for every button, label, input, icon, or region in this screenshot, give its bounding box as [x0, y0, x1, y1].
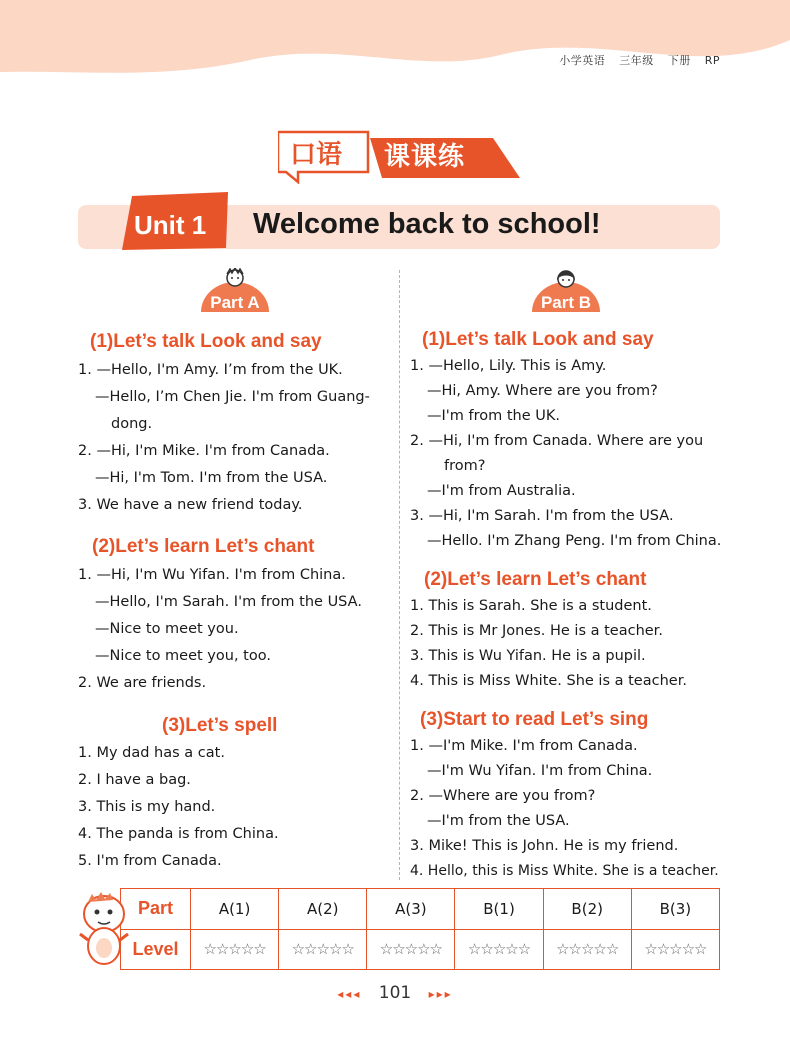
star-rating[interactable]: ☆☆☆☆☆ — [455, 929, 543, 970]
col-header: A(2) — [279, 889, 367, 930]
row-header-part: Part — [121, 889, 191, 930]
meta-grade: 三年级 — [619, 54, 654, 67]
part-b-s1-line: —I'm from Australia. — [427, 483, 576, 499]
part-b-s3-line: —I'm Wu Yifan. I'm from China. — [427, 763, 653, 779]
row-header-level: Level — [121, 929, 191, 970]
part-b-s3-line: —I'm from the USA. — [427, 813, 570, 829]
part-a-section-2-title: (2)Let’s learn Let’s chant — [92, 536, 315, 557]
part-b-s1-line: —Hi, Amy. Where are you from? — [427, 383, 658, 399]
part-a-label: Part A — [210, 293, 260, 312]
banner-practice: 课课练 — [384, 142, 466, 172]
part-a-s1-line: —Hello, I’m Chen Jie. I'm from Guang- — [95, 389, 370, 405]
top-wave-decoration — [0, 0, 790, 82]
self-assessment-table — [120, 888, 720, 970]
part-b-s1-line: 2. —Hi, I'm from Canada. Where are you — [410, 433, 704, 449]
column-divider — [399, 270, 400, 880]
col-header: B(1) — [455, 889, 543, 930]
part-b-section-3-title: (3)Start to read Let’s sing — [420, 709, 649, 730]
part-a-s1-line: 1. —Hello, I'm Amy. I’m from the UK. — [78, 362, 343, 378]
meta-subject: 小学英语 — [559, 54, 606, 67]
part-b-section-1-title: (1)Let’s talk Look and say — [422, 329, 654, 350]
part-a-s1-line: 3. We have a new friend today. — [78, 497, 303, 513]
part-b-s1-line: 3. —Hi, I'm Sarah. I'm from the USA. — [410, 508, 674, 524]
part-a-s1-line: 2. —Hi, I'm Mike. I'm from Canada. — [78, 443, 330, 459]
part-a-s2-line: —Nice to meet you. — [95, 621, 239, 637]
part-b-s1-line: —I'm from the UK. — [427, 408, 560, 424]
col-header: A(3) — [367, 889, 455, 930]
unit-title: Welcome back to school! — [253, 208, 601, 240]
page-number: 101 — [378, 983, 412, 1003]
part-a-s2-line: —Hello, I'm Sarah. I'm from the USA. — [95, 594, 362, 610]
table-row-level — [121, 929, 720, 970]
next-page-arrows[interactable]: ▸▸▸ — [428, 987, 453, 1001]
part-b-s2-line: 3. This is Wu Yifan. He is a pupil. — [410, 648, 646, 664]
star-rating[interactable]: ☆☆☆☆☆ — [543, 929, 631, 970]
part-b-s3-line: 1. —I'm Mike. I'm from Canada. — [410, 738, 638, 754]
col-header: A(1) — [191, 889, 279, 930]
part-b-s1-line: —Hello. I'm Zhang Peng. I'm from China. — [427, 533, 722, 549]
part-b-s3-line: 2. —Where are you from? — [410, 788, 596, 804]
banner-oral: 口语 — [290, 140, 343, 170]
meta-edition: RP — [704, 54, 720, 67]
part-b-label: Part B — [540, 293, 592, 312]
part-a-s3-line: 3. This is my hand. — [78, 799, 216, 815]
book-meta — [549, 52, 720, 68]
part-b-badge — [530, 268, 602, 314]
part-a-section-1-title: (1)Let’s talk Look and say — [90, 331, 322, 352]
unit-label: Unit 1 — [134, 210, 207, 240]
star-rating[interactable]: ☆☆☆☆☆ — [631, 929, 719, 970]
part-a-s1-line: dong. — [111, 416, 153, 432]
part-a-s2-line: 1. —Hi, I'm Wu Yifan. I'm from China. — [78, 567, 346, 583]
part-a-s1-line: —Hi, I'm Tom. I'm from the USA. — [95, 470, 328, 486]
part-b-s2-line: 4. This is Miss White. She is a teacher. — [410, 673, 687, 689]
meta-volume: 下册 — [667, 54, 691, 67]
col-header: B(2) — [543, 889, 631, 930]
table-row-part — [121, 889, 720, 930]
part-b-s1-line: from? — [444, 458, 486, 474]
col-header: B(3) — [631, 889, 719, 930]
part-a-s3-line: 4. The panda is from China. — [78, 826, 279, 842]
part-b-section-2-title: (2)Let’s learn Let’s chant — [424, 569, 647, 590]
part-a-s3-line: 2. I have a bag. — [78, 772, 191, 788]
part-a-section-3-title: (3)Let’s spell — [162, 715, 278, 736]
star-rating[interactable]: ☆☆☆☆☆ — [191, 929, 279, 970]
part-b-s2-line: 2. This is Mr Jones. He is a teacher. — [410, 623, 663, 639]
part-b-s2-line: 1. This is Sarah. She is a student. — [410, 598, 652, 614]
part-a-s3-line: 5. I'm from Canada. — [78, 853, 222, 869]
part-a-s2-line: —Nice to meet you, too. — [95, 648, 271, 664]
star-rating[interactable]: ☆☆☆☆☆ — [367, 929, 455, 970]
part-a-s2-line: 2. We are friends. — [78, 675, 207, 691]
part-a-badge — [199, 268, 271, 314]
section-banner — [278, 128, 528, 184]
part-b-s1-line: 1. —Hello, Lily. This is Amy. — [410, 358, 607, 374]
star-rating[interactable]: ☆☆☆☆☆ — [279, 929, 367, 970]
dinosaur-mascot-icon — [74, 890, 134, 970]
part-b-s3-line: 3. Mike! This is John. He is my friend. — [410, 838, 679, 854]
part-b-s3-line: 4. Hello, this is Miss White. She is a teacher. — [410, 863, 719, 879]
part-a-s3-line: 1. My dad has a cat. — [78, 745, 225, 761]
page-number-nav — [0, 983, 790, 1003]
prev-page-arrows[interactable]: ◂◂◂ — [337, 987, 362, 1001]
